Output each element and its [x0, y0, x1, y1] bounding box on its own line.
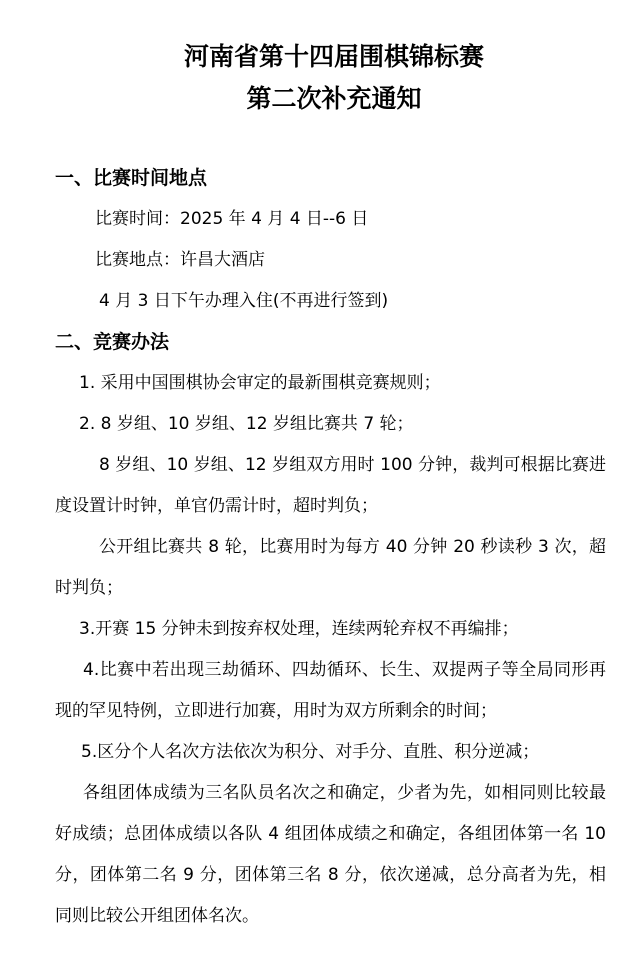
rule-item-2-open-group: 公开组比赛共 8 轮，比赛用时为每方 40 分钟 20 秒读秒 3 次，超时判负；: [55, 537, 606, 598]
rule-item-1: 1. 采用中国围棋协会审定的最新围棋竞赛规则；: [79, 373, 441, 393]
rule-item-2-time-control: 8 岁组、10 岁组、12 岁组双方用时 100 分钟，裁判可根据比赛进度设置计时钟，单官仍需计时，超时判负；: [55, 455, 606, 516]
match-location: 比赛地点：许昌大酒店: [95, 250, 265, 270]
rule-item-5: 5.区分个人名次方法依次为积分、对手分、直胜、积分逆减；: [81, 742, 540, 762]
rule-item-2: 2. 8 岁组、10 岁组、12 岁组比赛共 7 轮；: [79, 414, 414, 434]
section1-heading: 一、比赛时间地点: [55, 167, 208, 189]
match-time: 比赛时间：2025 年 4 月 4 日--6 日: [95, 209, 369, 229]
document-subtitle: 第二次补充通知: [246, 84, 422, 113]
team-ranking-rule: 各组团体成绩为三名队员名次之和确定，少者为先，如相同则比较最好成绩；总团体成绩以各队 4 组团体成绩之和确定，各组团体第一名 10 分，团体第二名 9 分，团体第三名 8 分，依次递减，总分高者为先，相同则比较公开组团体名次。: [55, 783, 606, 926]
rule-item-3: 3.开赛 15 分钟未到按弃权处理，连续两轮弃权不再编排；: [79, 619, 519, 639]
section2-heading: 二、竞赛办法: [55, 331, 170, 353]
rule-item-4: 4.比赛中若出现三劫循环、四劫循环、长生、双提两子等全局同形再现的罕见特例，立即进行加赛，用时为双方所剩余的时间；: [55, 660, 606, 721]
checkin-note: 4 月 3 日下午办理入住(不再进行签到): [99, 291, 389, 311]
document-title: 河南省第十四届围棋锦标赛: [183, 42, 484, 71]
